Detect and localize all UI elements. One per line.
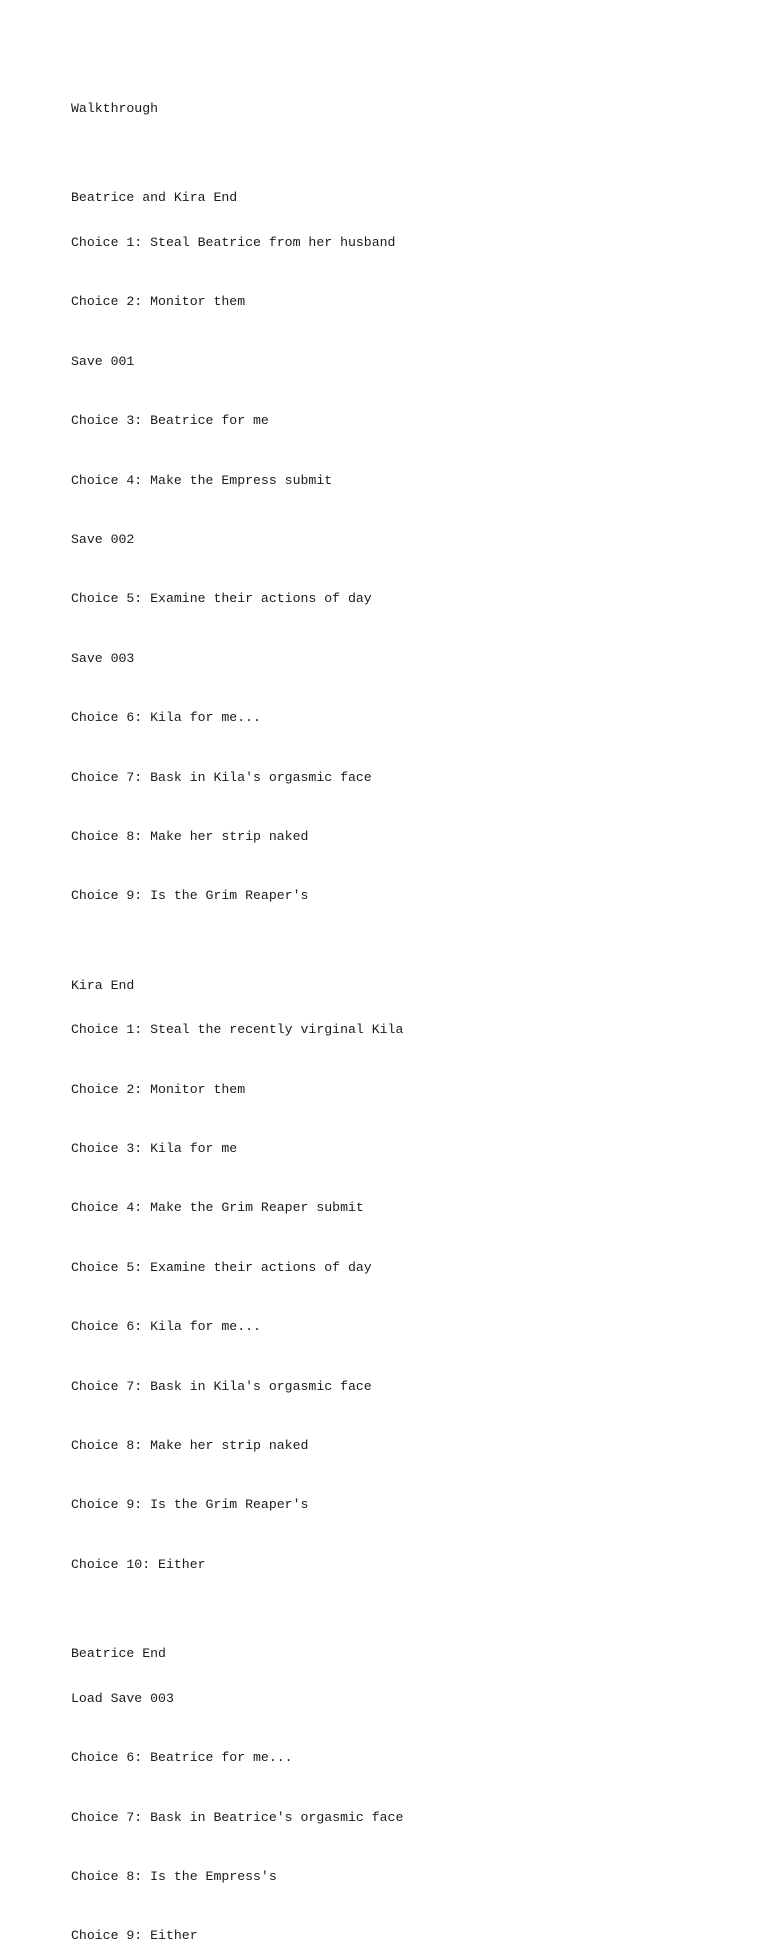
walkthrough-step: Save 002 bbox=[71, 531, 135, 547]
walkthrough-step: Choice 5: Examine their actions of day bbox=[71, 591, 372, 607]
walkthrough-step: Choice 3: Kila for me bbox=[71, 1141, 238, 1157]
walkthrough-step: Choice 1: Steal the recently virginal Kila bbox=[71, 1022, 404, 1038]
walkthrough-step: Choice 8: Is the Empress's bbox=[71, 1868, 277, 1884]
walkthrough-step: Choice 4: Make the Grim Reaper submit bbox=[71, 1200, 364, 1216]
walkthrough-step: Save 001 bbox=[71, 353, 135, 369]
walkthrough-step: Choice 8: Make her strip naked bbox=[71, 1438, 309, 1453]
walkthrough-step: Save 003 bbox=[71, 650, 135, 666]
walkthrough-step: Choice 9: Is the Grim Reaper's bbox=[71, 888, 309, 904]
section-heading: Beatrice and Kira End bbox=[71, 190, 238, 206]
walkthrough-step: Choice 7: Bask in Beatrice's orgasmic face bbox=[71, 1809, 404, 1825]
walkthrough-step: Choice 6: Beatrice for me... bbox=[71, 1750, 293, 1766]
walkthrough-step: Choice 4: Make the Empress submit bbox=[71, 472, 333, 488]
walkthrough-step: Choice 1: Steal Beatrice from her husband bbox=[71, 234, 396, 250]
walkthrough-step: Choice 7: Bask in Kila's orgasmic face bbox=[71, 1378, 372, 1394]
walkthrough-step: Choice 9: Either bbox=[71, 1928, 198, 1944]
walkthrough-step: Choice 9: Is the Grim Reaper's bbox=[71, 1497, 309, 1513]
section-heading: Beatrice End bbox=[71, 1646, 166, 1662]
walkthrough-step: Choice 5: Examine their actions of day bbox=[71, 1259, 372, 1275]
walkthrough-step: Choice 7: Bask in Kila's orgasmic face bbox=[71, 769, 372, 785]
section-heading: Kira End bbox=[71, 977, 135, 993]
walkthrough-step: Choice 2: Monitor them bbox=[71, 1081, 246, 1097]
walkthrough-step: Choice 6: Kila for me... bbox=[71, 710, 261, 726]
walkthrough-document bbox=[71, 72, 731, 1959]
walkthrough-step: Load Save 003 bbox=[71, 1690, 174, 1706]
walkthrough-step: Choice 3: Beatrice for me bbox=[71, 413, 269, 429]
walkthrough-step: Choice 8: Make her strip naked bbox=[71, 828, 309, 844]
document-title: Walkthrough bbox=[71, 101, 159, 116]
walkthrough-step: Choice 6: Kila for me... bbox=[71, 1319, 261, 1335]
walkthrough-step: Choice 2: Monitor them bbox=[71, 294, 246, 310]
walkthrough-step: Choice 10: Either bbox=[71, 1556, 206, 1572]
